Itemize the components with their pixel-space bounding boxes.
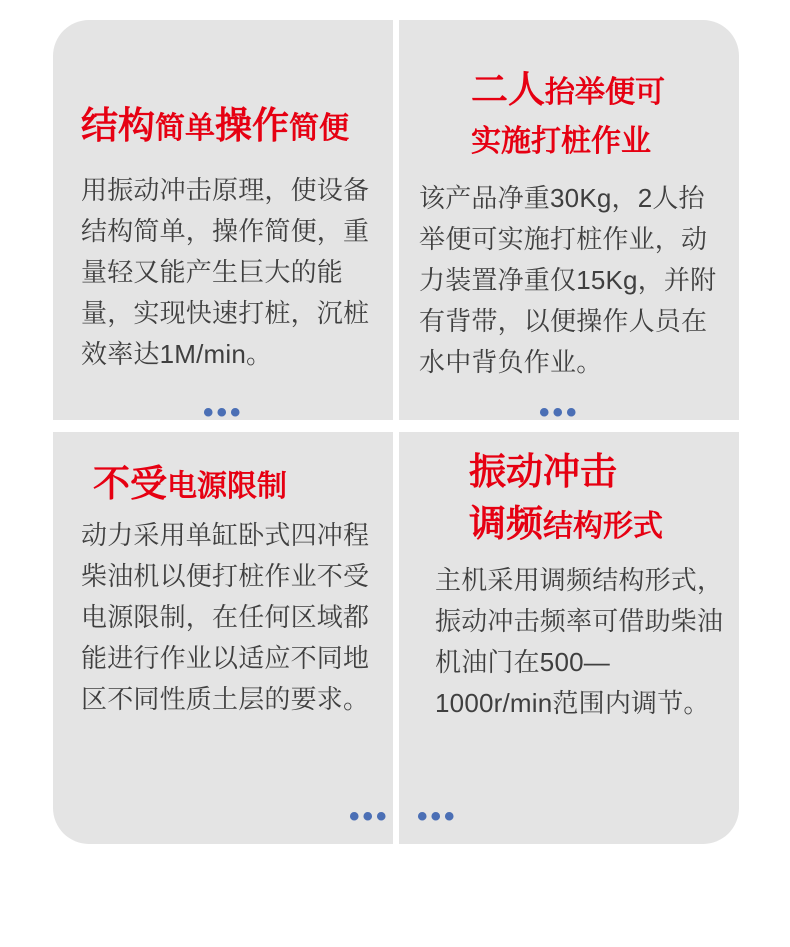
card-title-part-2: 简单 xyxy=(155,112,215,145)
card-title-part-1: 不受 xyxy=(93,463,167,504)
card-title xyxy=(469,450,617,494)
card-title-part-1: 振动冲击 xyxy=(469,451,617,492)
card-body: 用振动冲击原理，使设备结构简单，操作简便，重量轻又能产生巨大的能量，实现快速打桩，沉桩效率达1M/min。 xyxy=(81,175,370,370)
card-body: 主机采用调频结构形式，振动冲击频率可借助柴油机油门在500—1000r/min范围内调节。 xyxy=(435,565,724,719)
card-title xyxy=(93,462,287,506)
card-title-part-1: 结构 xyxy=(81,105,155,146)
feature-card-two-person xyxy=(399,20,739,429)
feature-card-no-power-limit xyxy=(53,432,393,844)
card-body: 该产品净重30Kg，2人抬举便可实施打桩作业，动力装置净重仅15Kg，并附有背带，以便操作人员在水中背负作业。 xyxy=(419,183,717,378)
card-title-part-2: 电源限制 xyxy=(167,470,287,503)
card-inner xyxy=(53,20,393,429)
card-inner xyxy=(53,432,393,844)
dots-decoration: ••• xyxy=(417,800,458,833)
dots-decoration: ••• xyxy=(203,396,244,429)
card-body: 动力采用单缸卧式四冲程柴油机以便打桩作业不受电源限制，在任何区域都能进行作业以适应不同地区不同性质土层的要求。 xyxy=(81,520,370,715)
dots-decoration: ••• xyxy=(349,800,390,833)
card-title-part-2: 调频 xyxy=(469,503,543,544)
card-title xyxy=(81,104,349,148)
card-inner xyxy=(399,20,739,429)
card-inner xyxy=(399,432,739,844)
card-title-part-3: 结构形式 xyxy=(543,510,663,543)
card-title-line-2 xyxy=(469,502,663,546)
dots-decoration: ••• xyxy=(539,396,580,429)
card-title-line-2 xyxy=(471,124,651,159)
card-title-part-2: 抬举便可 xyxy=(545,76,665,109)
card-title-part-4: 简便 xyxy=(289,112,349,145)
feature-card-structure-simple xyxy=(53,20,393,429)
feature-card-vibration-impact xyxy=(399,432,739,844)
card-title xyxy=(471,68,665,112)
card-title-part-1: 二人 xyxy=(471,69,545,110)
card-title-part-3: 实施打桩作业 xyxy=(471,125,651,158)
card-title-part-3: 操作 xyxy=(215,105,289,146)
